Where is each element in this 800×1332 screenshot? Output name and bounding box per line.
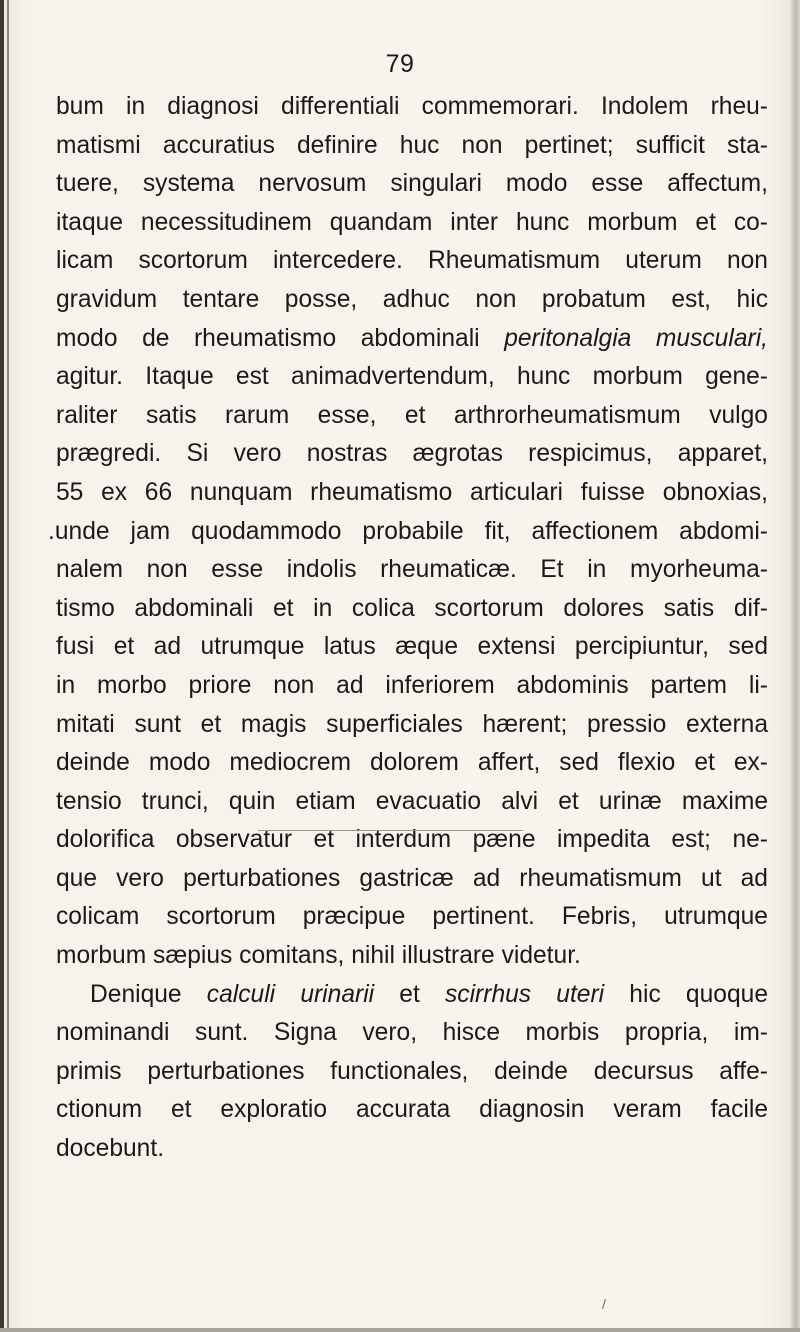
page-binding-shadow bbox=[7, 0, 9, 1332]
text-line: tensio trunci, quin etiam evacuatio alvi et urinæ maxime bbox=[56, 787, 768, 815]
italic-term: peritonalgia musculari, bbox=[504, 324, 768, 352]
section-divider bbox=[258, 830, 523, 831]
text-line: mitati sunt et magis superficiales hærent; pressio externa bbox=[56, 710, 768, 738]
text-line: itaque necessitudinem quandam inter hunc morbum et co- bbox=[56, 208, 768, 236]
text-line: tuere, systema nervosum singulari modo esse affectum, bbox=[56, 170, 768, 198]
page-bottom-edge bbox=[0, 1328, 800, 1332]
page-right-edge bbox=[790, 0, 800, 1332]
text-line: ctionum et exploratio accurata diagnosin veram facile bbox=[56, 1096, 768, 1124]
text-line: raliter satis rarum esse, et arthrorheumatismum vulgo bbox=[56, 401, 768, 429]
text-line: 55 ex 66 nunquam rheumatismo articulari fuisse obnoxias, bbox=[56, 478, 768, 506]
italic-term: scirrhus uteri bbox=[445, 980, 605, 1008]
body-text bbox=[48, 88, 768, 1169]
text-line: .unde jam quodammodo probabile fit, affectionem abdomi- bbox=[48, 517, 768, 545]
text-line: que vero perturbationes gastricæ ad rheumatismum ut ad bbox=[56, 864, 768, 892]
text-line: matismi accuratius definire huc non pertinet; sufficit sta- bbox=[56, 131, 768, 159]
page-number: 79 bbox=[385, 50, 415, 78]
text-line bbox=[56, 976, 768, 1015]
text-line: colicam scortorum præcipue pertinent. Febris, utrumque bbox=[56, 903, 768, 931]
text-line: dolorifica observatur et interdum pæne impedita est; ne- bbox=[56, 826, 768, 854]
text-line: nominandi sunt. Signa vero, hisce morbis propria, im- bbox=[56, 1019, 768, 1047]
text-line: nalem non esse indolis rheumaticæ. Et in myorheuma- bbox=[56, 556, 768, 584]
text-line: fusi et ad utrumque latus æque extensi percipiuntur, sed bbox=[56, 633, 768, 661]
italic-term: calculi urinarii bbox=[206, 980, 375, 1008]
text-line: bum in diagnosi differentiali commemorari. Indolem rheu- bbox=[56, 93, 768, 120]
text-run: et bbox=[374, 980, 445, 1008]
text-line: gravidum tentare posse, adhuc non probatum est, hic bbox=[56, 285, 768, 313]
text-line: licam scortorum intercedere. Rheumatismum uterum non bbox=[56, 247, 768, 275]
text-line: deinde modo mediocrem dolorem affert, sed flexio et ex- bbox=[56, 749, 768, 777]
text-line: docebunt. bbox=[56, 1135, 165, 1163]
text-run: hic quoque bbox=[604, 980, 768, 1008]
page-binding-edge bbox=[0, 0, 4, 1332]
stray-mark: / bbox=[602, 1296, 606, 1312]
text-line: primis perturbationes functionales, deinde decursus affe- bbox=[56, 1057, 768, 1085]
text-line: morbum sæpius comitans, nihil illustrare videtur. bbox=[56, 942, 581, 970]
text-line: agitur. Itaque est animadvertendum, hunc morbum gene- bbox=[56, 363, 768, 391]
text-line: tismo abdominali et in colica scortorum dolores satis dif- bbox=[56, 594, 768, 622]
text-line bbox=[56, 320, 768, 359]
text-line: in morbo priore non ad inferiorem abdominis partem li- bbox=[56, 671, 768, 699]
text-run: Denique bbox=[90, 980, 207, 1008]
text-run: modo de rheumatismo abdominali bbox=[56, 324, 505, 352]
text-line: prægredi. Si vero nostras ægrotas respicimus, apparet, bbox=[56, 440, 768, 468]
